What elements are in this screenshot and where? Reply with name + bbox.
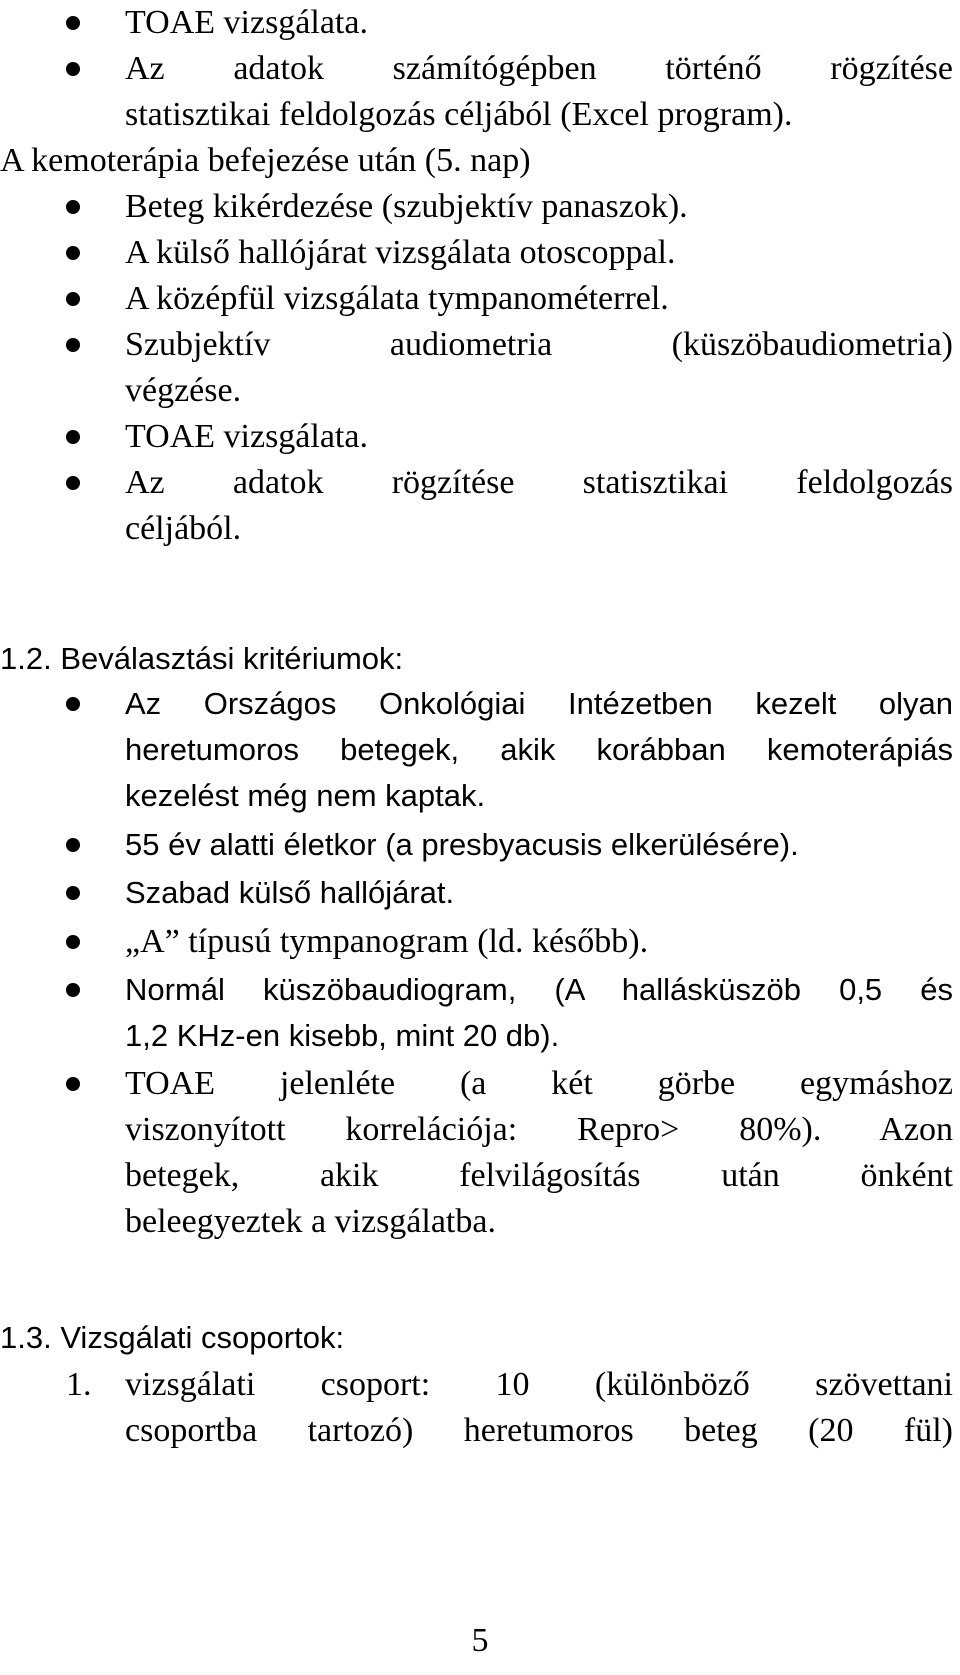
- bullet-icon: [66, 62, 80, 76]
- bullet-icon: [66, 246, 80, 260]
- list-item-line: kezelést még nem kaptak.: [125, 778, 486, 813]
- list-item-line: viszonyított korrelációja: Repro> 80%). Azon: [125, 1111, 953, 1148]
- bullet-icon: [66, 200, 80, 214]
- page-number: 5: [471, 1622, 489, 1659]
- list-item-line: A középfül vizsgálata tympanométerrel.: [125, 280, 669, 317]
- list-item-line: vizsgálati csoport: 10 (különböző szövettani: [125, 1366, 953, 1403]
- list-item-line: Beteg kikérdezése (szubjektív panaszok).: [125, 188, 688, 225]
- list-item-line: Az adatok rögzítése statisztikai feldolgozás: [125, 464, 953, 501]
- groups-heading: 1.3. Vizsgálati csoportok:: [0, 1320, 345, 1355]
- list-item-line: A külső hallójárat vizsgálata otoscoppal.: [125, 234, 676, 271]
- list-item-line: Szabad külső hallójárat.: [125, 875, 455, 910]
- bullet-icon: [66, 292, 80, 306]
- list-item-line: statisztikai feldolgozás céljából (Excel program).: [125, 96, 793, 133]
- list-item-line: Szubjektív audiometria (küszöbaudiometria): [125, 326, 953, 363]
- list-item-line: Az Országos Onkológiai Intézetben kezelt olyan: [125, 686, 953, 721]
- list-item-line: TOAE vizsgálata.: [125, 418, 368, 455]
- list-item-line: Az adatok számítógépben történő rögzítése: [125, 50, 953, 87]
- bullet-icon: [66, 1077, 80, 1091]
- list-item-line: TOAE jelenléte (a két görbe egymáshoz: [125, 1065, 953, 1102]
- list-item-line: beleegyeztek a vizsgálatba.: [125, 1203, 496, 1240]
- list-item-line: heretumoros betegek, akik korábban kemoterápiás: [125, 732, 953, 767]
- bullet-icon: [66, 697, 80, 711]
- bullet-icon: [66, 838, 80, 852]
- bullet-icon: [66, 16, 80, 30]
- list-item-line: csoportba tartozó) heretumoros beteg (20 fül): [125, 1412, 953, 1449]
- list-item-line: céljából.: [125, 510, 242, 547]
- bullet-icon: [66, 430, 80, 444]
- bullet-icon: [66, 983, 80, 997]
- bullet-icon: [66, 886, 80, 900]
- after-chemo-heading: A kemoterápia befejezése után (5. nap): [0, 142, 531, 179]
- list-item-line: TOAE vizsgálata.: [125, 4, 368, 41]
- bullet-icon: [66, 338, 80, 352]
- selection-heading: 1.2. Beválasztási kritériumok:: [0, 641, 404, 676]
- bullet-icon: [66, 935, 80, 949]
- list-item-line: 1,2 KHz-en kisebb, mint 20 db).: [125, 1018, 560, 1053]
- bullet-icon: [66, 476, 80, 490]
- list-item-line: Normál küszöbaudiogram, (A hallásküszöb 0,5 és: [125, 972, 953, 1007]
- list-item-line: „A” típusú tympanogram (ld. később).: [125, 923, 649, 960]
- list-item-line: 55 év alatti életkor (a presbyacusis elkerülésére).: [125, 827, 799, 862]
- list-item-line: végzése.: [125, 372, 242, 409]
- list-item-number: 1.: [66, 1366, 92, 1403]
- list-item-line: betegek, akik felvilágosítás után önként: [125, 1157, 953, 1194]
